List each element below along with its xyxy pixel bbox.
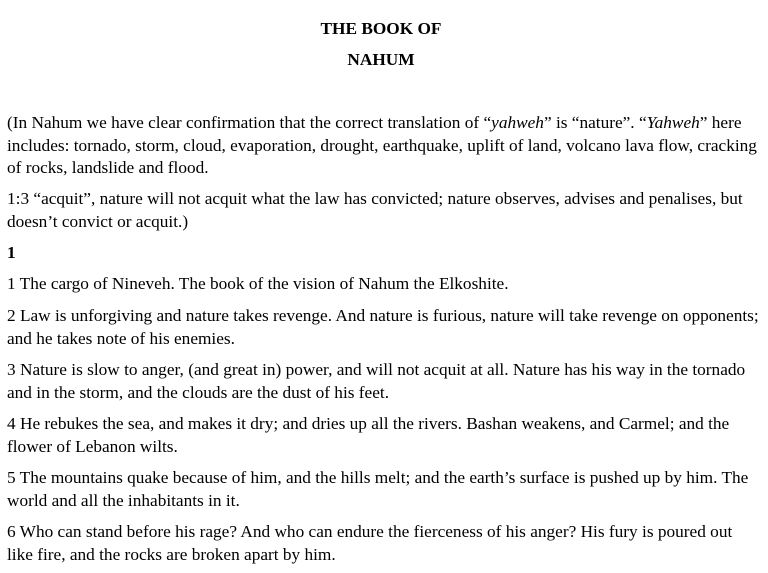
intro-italic-yahweh: yahweh (491, 113, 544, 132)
chapter-number: 1 (7, 243, 16, 262)
verse-3: 3 Nature is slow to anger, (and great in) power, and will not acquit at all. Nature has his way in the tornado and in the storm, and the clouds are the dust of his feet. (7, 360, 746, 402)
intro-italic-yahweh-cap: Yahweh (646, 113, 700, 132)
verse-1: 1 The cargo of Nineveh. The book of the vision of Nahum the Elkoshite. (7, 274, 509, 293)
book-title-line1: THE BOOK OF (320, 19, 442, 38)
intro-note-paragraph: 1:3 “acquit”, nature will not acquit what the law has convicted; nature observes, advises and penalises, but doesn’t convict or acquit.) (7, 189, 743, 231)
intro-text-2: ” is “nature”. “ (543, 113, 647, 132)
verse-4: 4 He rebukes the sea, and makes it dry; and dries up all the rivers. Bashan weakens, and Carmel; and the flower of Lebanon wilts. (7, 414, 730, 456)
verse-5: 5 The mountains quake because of him, and the hills melt; and the earth’s surface is pushed up by him. The world and all the inhabitants in it. (7, 468, 749, 510)
intro-text-3: ” here includes: tornado, storm, cloud, evaporation, drought, earthquake, uplift of land, volcano lava flow, cracking of rocks, landslide and flood. (7, 113, 757, 177)
intro-paragraph (7, 112, 762, 180)
intro-text-1: (In Nahum we have clear confirmation that the correct translation of “ (7, 113, 492, 132)
verse-6: 6 Who can stand before his rage? And who can endure the fierceness of his anger? His fury is poured out like fire, and the rocks are broken apart by him. (7, 522, 733, 564)
verse-2: 2 Law is unforgiving and nature takes revenge. And nature is furious, nature will take revenge on opponents; and he takes note of his enemies. (7, 306, 759, 348)
book-title-line2: NAHUM (347, 50, 415, 69)
